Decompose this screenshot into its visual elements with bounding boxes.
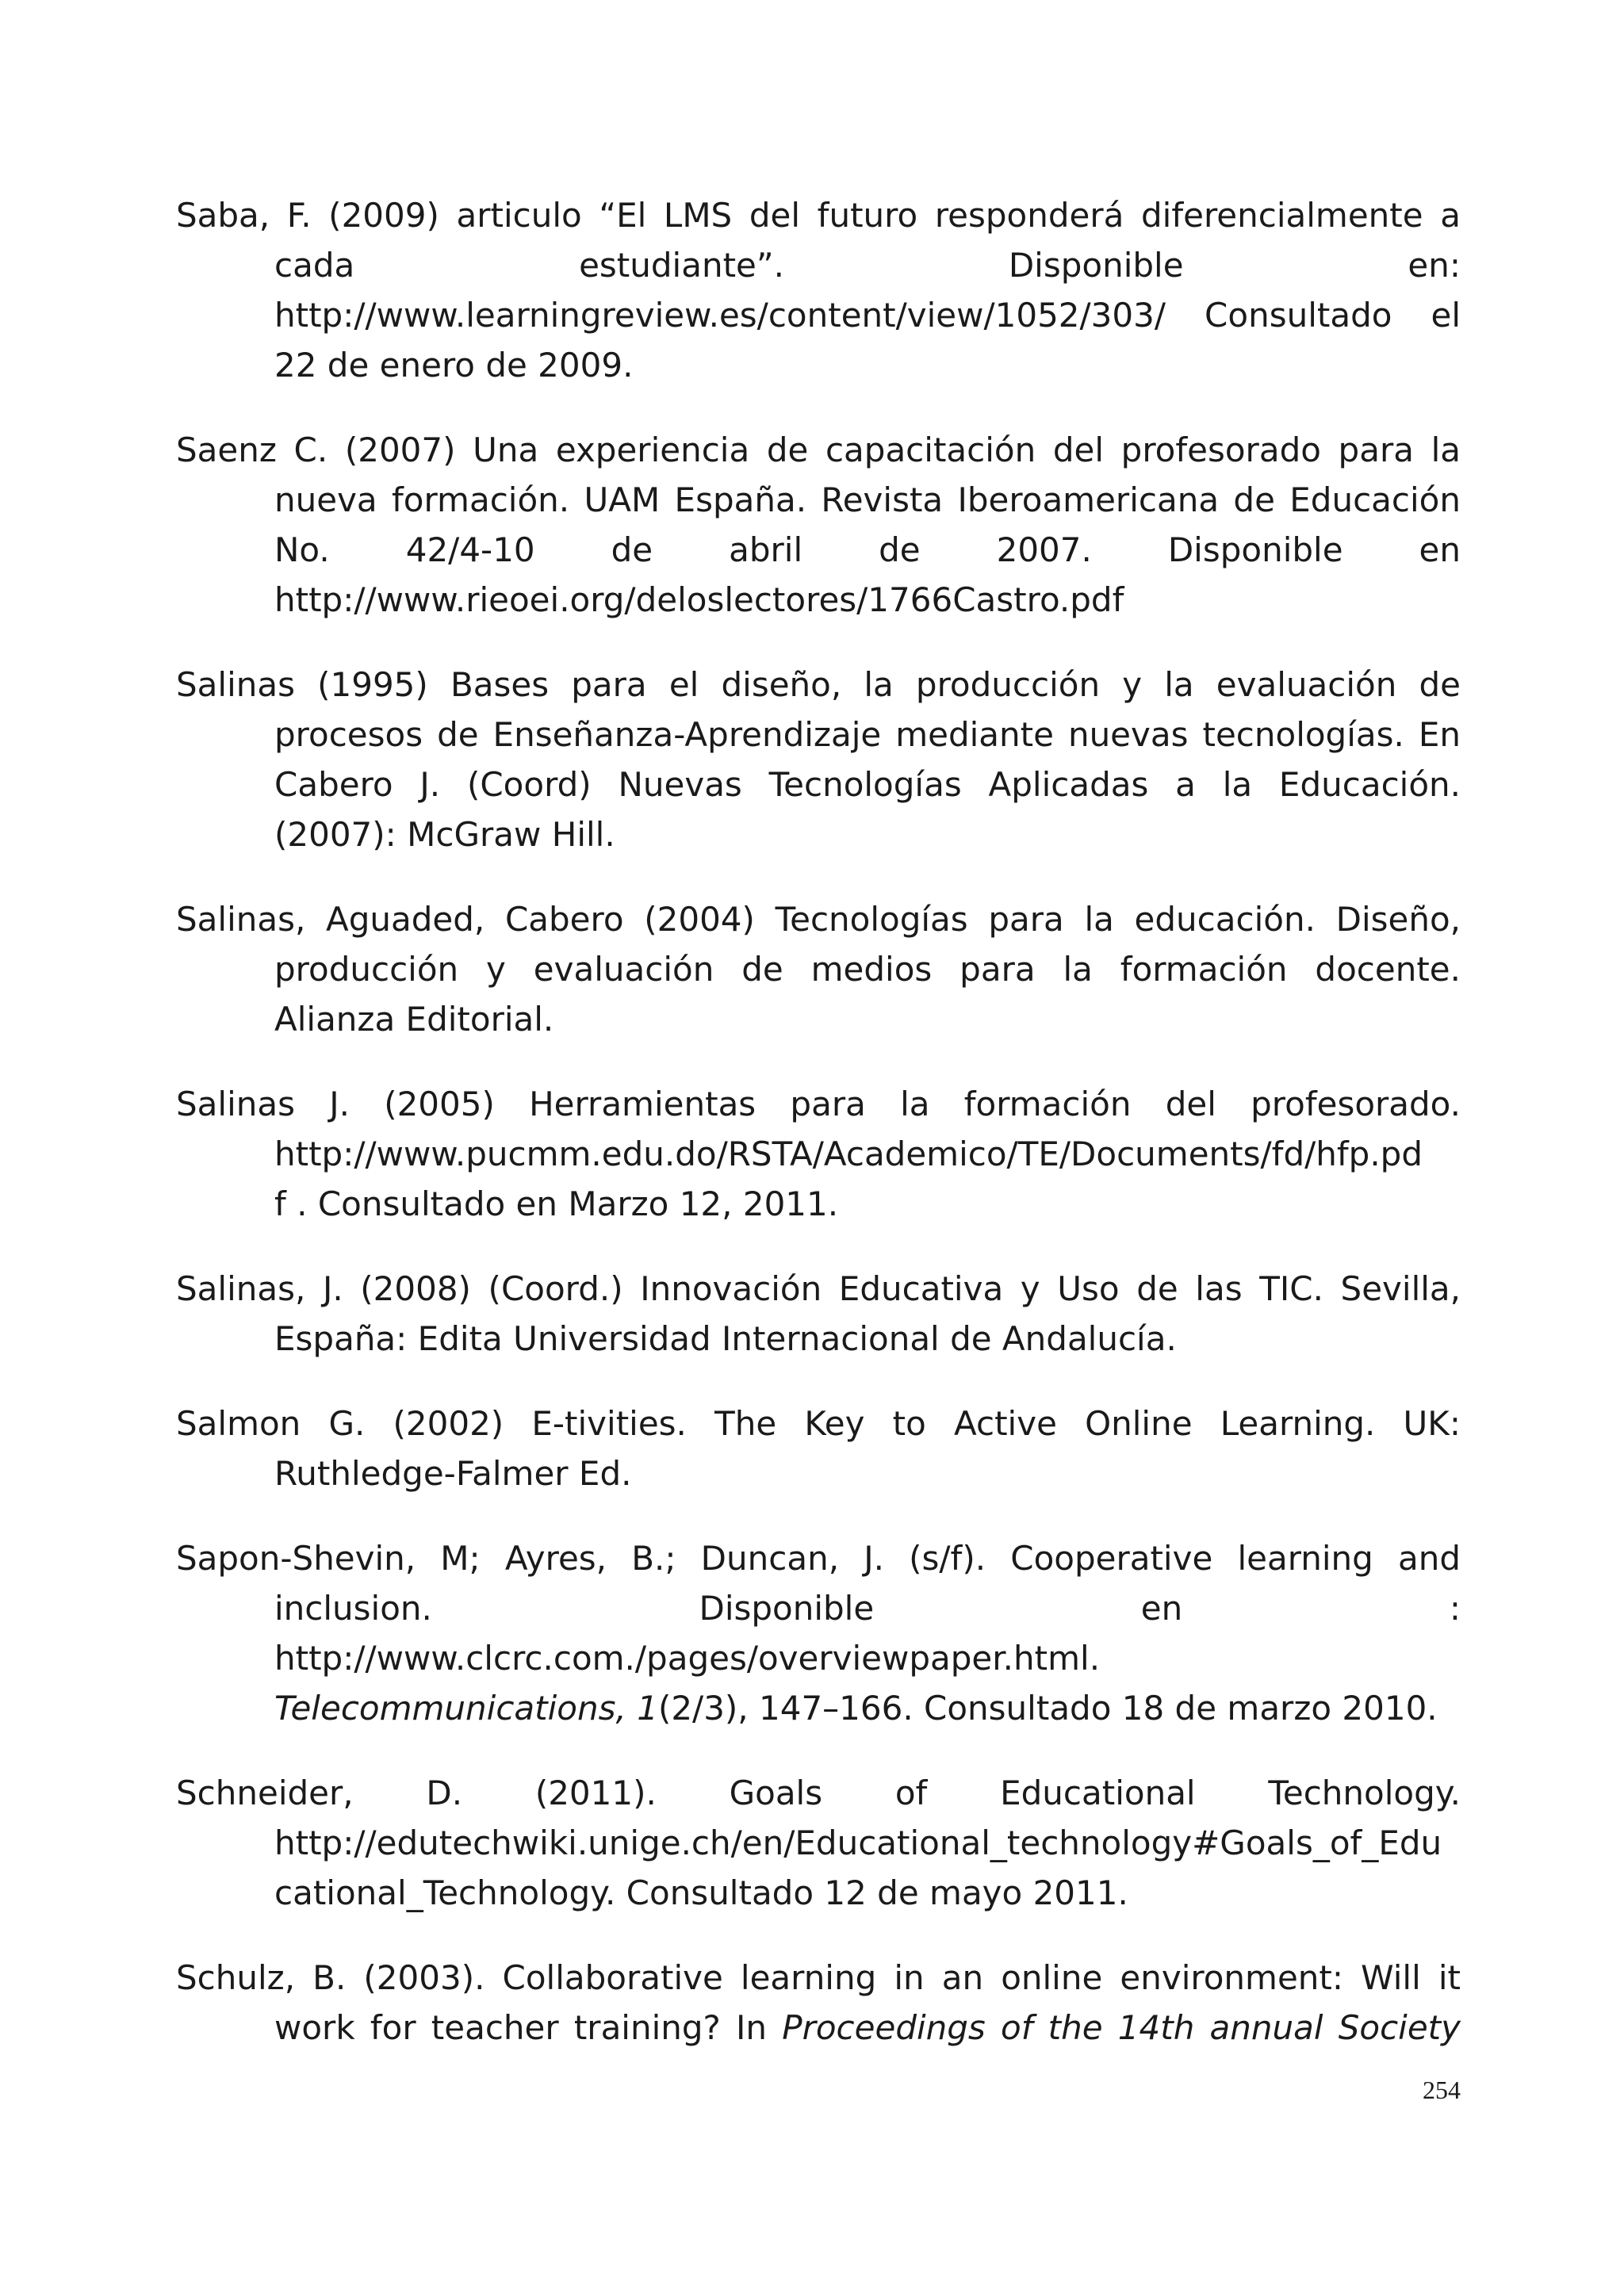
reference-entry [176, 1399, 1461, 1498]
reference-entry [176, 1768, 1461, 1918]
reference-line: Alianza Editorial. [274, 1000, 554, 1039]
reference-link[interactable]: http://edutechwiki.unige.ch/en/Educational_technology#Goals_of_Edu [274, 1823, 1442, 1862]
reference-line: producción y evaluación de medios para la formación docente. [274, 950, 1461, 989]
reference-line: (2007): McGraw Hill. [274, 815, 615, 854]
reference-entry [176, 660, 1461, 859]
reference-line: Sapon-Shevin, M; Ayres, B.; Duncan, J. (s/f). Cooperative learning and [176, 1539, 1461, 1578]
reference-line: Cabero J. (Coord) Nuevas Tecnologías Aplicadas a la Educación. [274, 765, 1461, 804]
reference-line: Salmon G. (2002) E-tivities. The Key to Active Online Learning. UK: [176, 1404, 1461, 1443]
reference-line: nueva formación. UAM España. Revista Iberoamericana de Educación [274, 480, 1461, 519]
reference-line [176, 2003, 1461, 2053]
page-number: 254 [1423, 2076, 1461, 2104]
reference-entry [176, 1533, 1461, 1733]
reference-line: Schneider, D. (2011). Goals of Educational Technology. [176, 1774, 1461, 1812]
reference-line: Salinas, J. (2008) (Coord.) Innovación Educativa y Uso de las TIC. Sevilla, [176, 1269, 1461, 1308]
reference-line: No. 42/4-10 de abril de 2007. Disponible en [274, 530, 1461, 569]
reference-entry [176, 894, 1461, 1044]
reference-line: Salinas, Aguaded, Cabero (2004) Tecnologías para la educación. Diseño, [176, 900, 1461, 939]
reference-line: Salinas J. (2005) Herramientas para la formación del profesorado. [176, 1085, 1461, 1123]
reference-link[interactable]: http://www.pucmm.edu.do/RSTA/Academico/TE/Documents/fd/hfp.pd [274, 1135, 1423, 1173]
reference-entry [176, 190, 1461, 390]
reference-entry [176, 425, 1461, 625]
reference-line: Ruthledge-Falmer Ed. [274, 1454, 632, 1493]
reference-line [176, 1683, 1461, 1733]
reference-line: cational_Technology. Consultado 12 de mayo 2011. [274, 1873, 1128, 1912]
reference-entry [176, 1264, 1461, 1364]
reference-line: f . Consultado en Marzo 12, 2011. [274, 1184, 839, 1223]
reference-entry [176, 1953, 1461, 2053]
reference-line: 22 de enero de 2009. [274, 346, 634, 385]
reference-link[interactable]: http://www.clcrc.com./pages/overviewpaper.html. [274, 1639, 1101, 1678]
reference-line-start: work for teacher training? In [274, 2008, 783, 2047]
reference-link[interactable]: http://www.learningreview.es/content/view/1052/303/ Consultado el [274, 296, 1461, 335]
reference-entry [176, 1079, 1461, 1229]
reference-line: cada estudiante”. Disponible en: [274, 246, 1461, 285]
reference-line: España: Edita Universidad Internacional de Andalucía. [274, 1319, 1177, 1358]
reference-line: Salinas (1995) Bases para el diseño, la producción y la evaluación de [176, 665, 1461, 704]
reference-line: procesos de Enseñanza-Aprendizaje mediante nuevas tecnologías. En [274, 715, 1461, 754]
reference-line: Saba, F. (2009) articulo “El LMS del futuro responderá diferencialmente a [176, 196, 1461, 235]
proceedings-title: Proceedings of the 14th annual Society [782, 2008, 1461, 2047]
journal-title: Telecommunications, 1 [274, 1689, 658, 1728]
reference-link[interactable]: http://www.rieoei.org/deloslectores/1766Castro.pdf [274, 580, 1124, 619]
reference-line: inclusion. Disponible en : [274, 1589, 1461, 1628]
reference-line: Schulz, B. (2003). Collaborative learning in an online environment: Will it [176, 1958, 1461, 1997]
reference-list [176, 190, 1461, 2087]
reference-line-rest: (2/3), 147–166. Consultado 18 de marzo 2010. [657, 1689, 1438, 1728]
reference-line: Saenz C. (2007) Una experiencia de capacitación del profesorado para la [176, 430, 1461, 469]
